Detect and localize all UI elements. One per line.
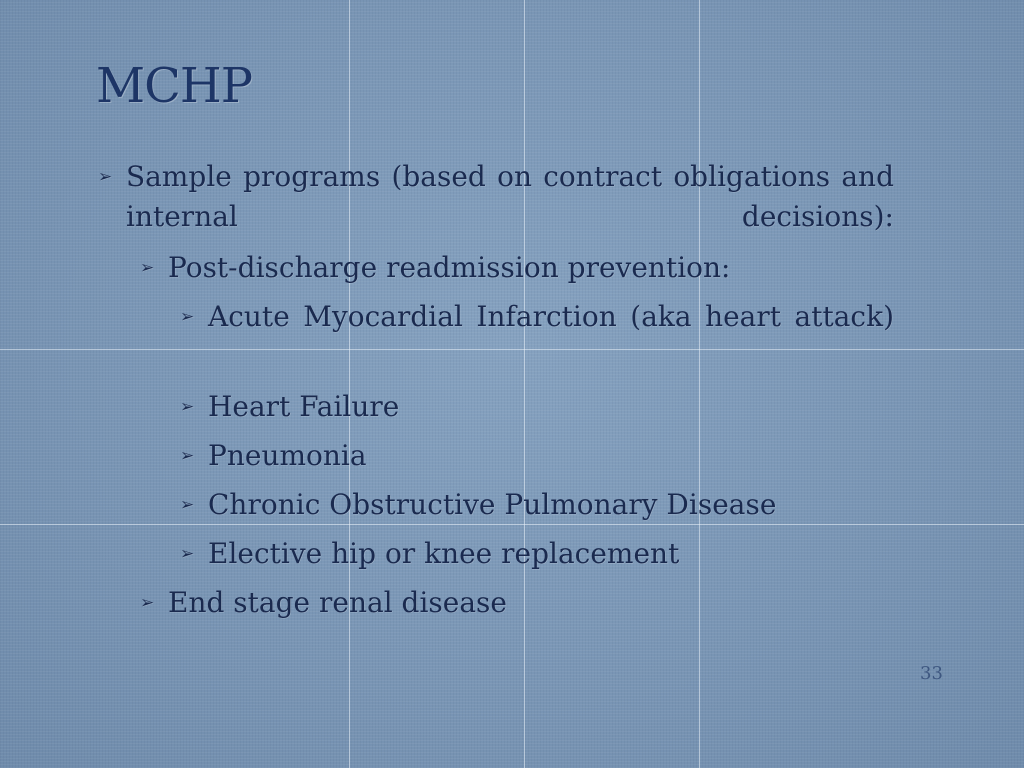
arrowhead-icon: ➢ <box>180 397 195 417</box>
arrowhead-icon: ➢ <box>180 544 195 564</box>
bullet-text: Heart Failure <box>208 390 400 423</box>
arrowhead-icon: ➢ <box>180 307 195 327</box>
page-number: 33 <box>920 663 943 684</box>
arrowhead-icon: ➢ <box>180 446 195 466</box>
bullet-item <box>180 534 894 574</box>
bullet-text: Sample programs (based on contract obligations and internal decisions): <box>126 160 894 233</box>
bullet-text: End stage renal disease <box>168 586 507 619</box>
bullet-item <box>180 297 894 377</box>
slide-title: MCHP <box>96 58 253 114</box>
arrowhead-icon: ➢ <box>180 495 195 515</box>
bullet-item <box>140 583 894 623</box>
arrowhead-icon: ➢ <box>140 258 155 278</box>
bullet-item <box>140 248 894 288</box>
bullet-text: Chronic Obstructive Pulmonary Disease <box>208 488 777 521</box>
bullet-item <box>180 387 894 427</box>
bullet-text: Acute Myocardial Infarction (aka heart attack) <box>208 300 894 333</box>
bullet-text: Elective hip or knee replacement <box>208 537 680 570</box>
bullet-item <box>180 485 894 525</box>
arrowhead-icon: ➢ <box>98 167 113 187</box>
bullet-item <box>180 436 894 476</box>
bullet-text: Post-discharge readmission prevention: <box>168 251 731 284</box>
arrowhead-icon: ➢ <box>140 593 155 613</box>
bullet-text: Pneumonia <box>208 439 367 472</box>
